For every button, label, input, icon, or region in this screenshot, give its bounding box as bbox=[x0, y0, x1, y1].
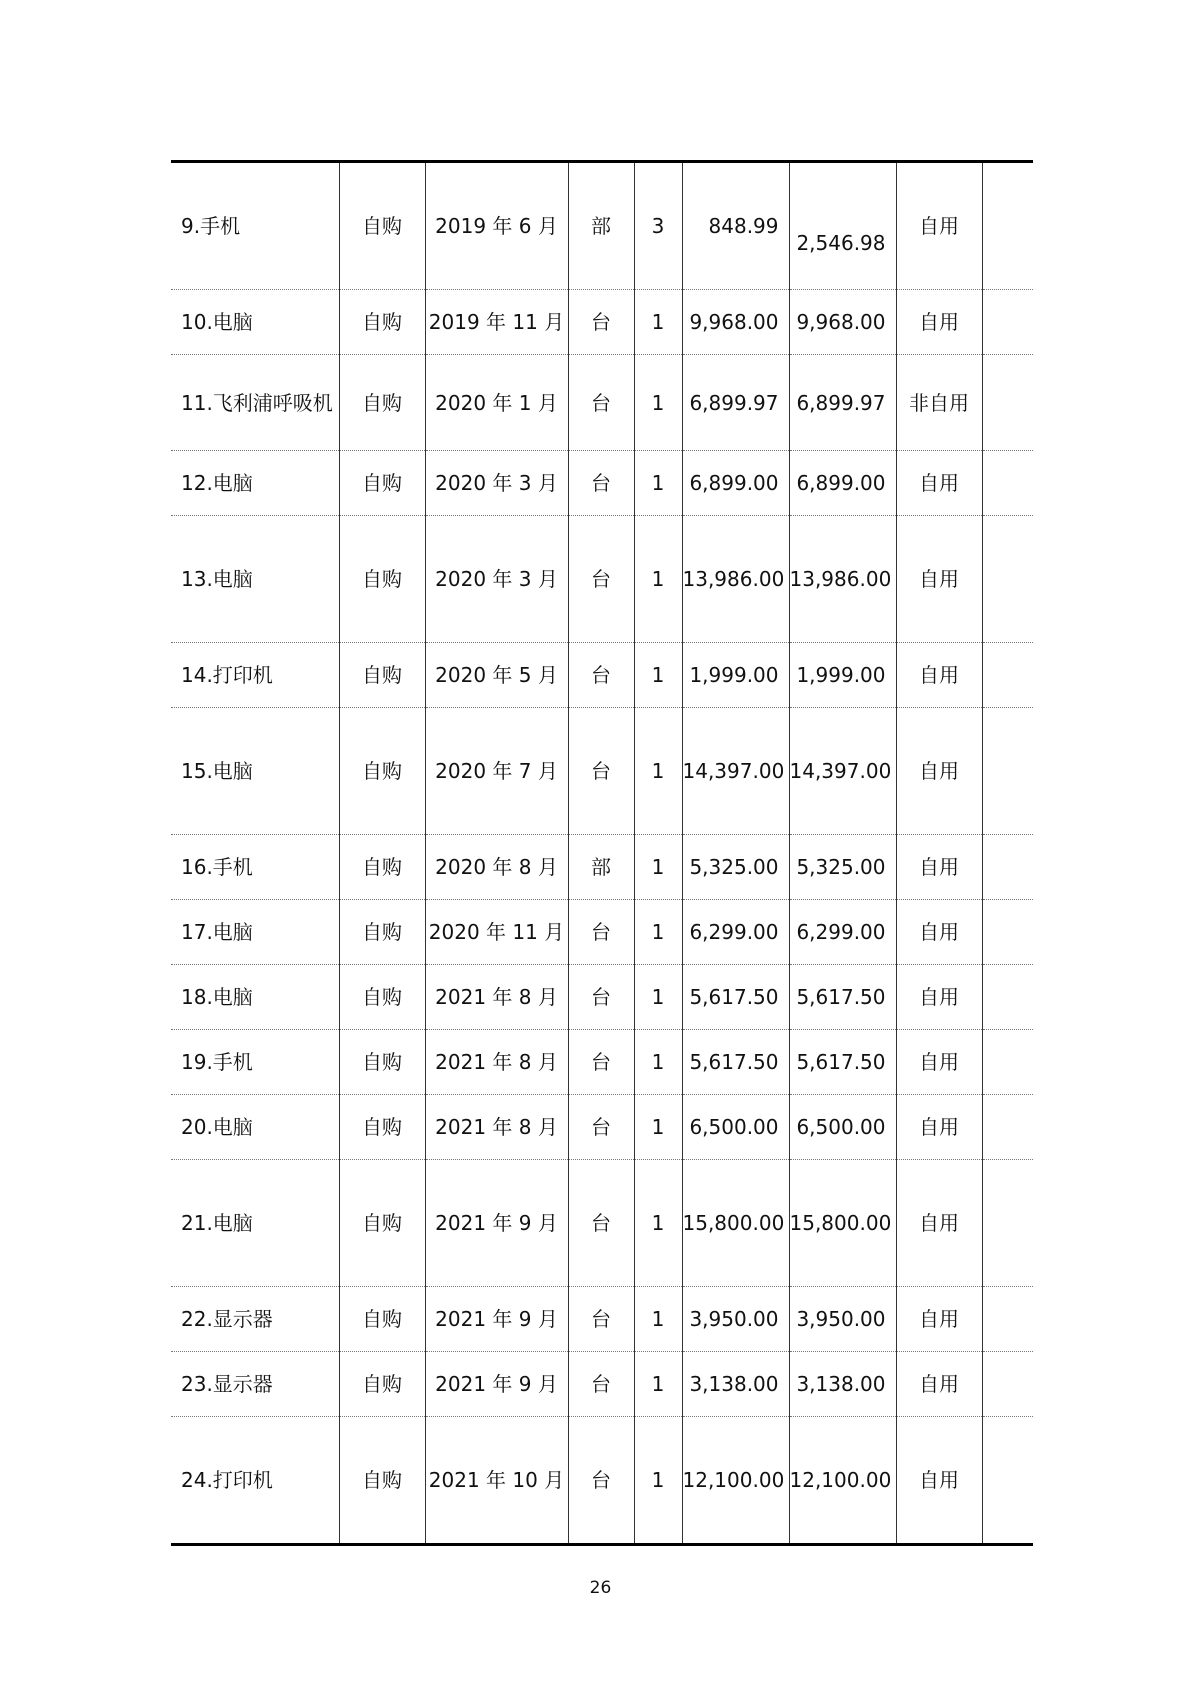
total-price-value: 15,800.00 bbox=[789, 1210, 892, 1235]
unit-cell: 台 bbox=[568, 965, 634, 1030]
usage-cell: 自用 bbox=[896, 1417, 982, 1545]
item-name-cell: 17.电脑 bbox=[171, 900, 339, 965]
quantity-cell: 1 bbox=[634, 1287, 682, 1352]
total-price-cell: 6,299.00 bbox=[789, 900, 896, 965]
unit-cell: 台 bbox=[568, 1095, 634, 1160]
blank-cell bbox=[982, 1030, 1033, 1095]
table-row bbox=[171, 355, 1033, 451]
date-cell: 2020 年 7 月 bbox=[425, 708, 568, 835]
unit-cell: 台 bbox=[568, 643, 634, 708]
blank-cell bbox=[982, 516, 1033, 643]
item-name-cell: 18.电脑 bbox=[171, 965, 339, 1030]
date-cell: 2021 年 10 月 bbox=[425, 1417, 568, 1545]
item-name-cell: 24.打印机 bbox=[171, 1417, 339, 1545]
blank-cell bbox=[982, 1160, 1033, 1287]
unit-price-cell: 1,999.00 bbox=[682, 643, 789, 708]
item-name-cell: 11.飞利浦呼吸机 bbox=[171, 355, 339, 451]
total-price-cell: 1,999.00 bbox=[789, 643, 896, 708]
unit-price-cell: 6,899.00 bbox=[682, 451, 789, 516]
unit-cell: 部 bbox=[568, 835, 634, 900]
total-price-cell bbox=[789, 1160, 896, 1287]
usage-cell: 自用 bbox=[896, 835, 982, 900]
usage-cell: 自用 bbox=[896, 965, 982, 1030]
blank-cell bbox=[982, 965, 1033, 1030]
unit-cell: 部 bbox=[568, 162, 634, 290]
blank-cell bbox=[982, 708, 1033, 835]
date-cell: 2020 年 3 月 bbox=[425, 516, 568, 643]
acquisition-method-cell: 自购 bbox=[339, 900, 425, 965]
acquisition-method-cell: 自购 bbox=[339, 1287, 425, 1352]
unit-price-value: 12,100.00 bbox=[682, 1467, 785, 1492]
quantity-cell: 1 bbox=[634, 900, 682, 965]
date-cell: 2021 年 9 月 bbox=[425, 1160, 568, 1287]
unit-cell: 台 bbox=[568, 1417, 634, 1545]
quantity-cell: 1 bbox=[634, 1030, 682, 1095]
acquisition-method-cell: 自购 bbox=[339, 1030, 425, 1095]
quantity-cell: 1 bbox=[634, 965, 682, 1030]
usage-cell: 自用 bbox=[896, 1030, 982, 1095]
date-cell: 2020 年 5 月 bbox=[425, 643, 568, 708]
unit-cell: 台 bbox=[568, 708, 634, 835]
table-row bbox=[171, 1287, 1033, 1352]
total-price-value: 2,546.98 bbox=[796, 231, 886, 255]
usage-cell: 自用 bbox=[896, 1095, 982, 1160]
unit-price-cell: 848.99 bbox=[682, 162, 789, 290]
blank-cell bbox=[982, 1417, 1033, 1545]
acquisition-method-cell: 自购 bbox=[339, 516, 425, 643]
quantity-cell: 1 bbox=[634, 1095, 682, 1160]
item-name-cell: 15.电脑 bbox=[171, 708, 339, 835]
blank-cell bbox=[982, 900, 1033, 965]
quantity-cell: 1 bbox=[634, 1417, 682, 1545]
blank-cell bbox=[982, 451, 1033, 516]
table-row bbox=[171, 965, 1033, 1030]
acquisition-method-cell: 自购 bbox=[339, 1417, 425, 1545]
usage-cell: 自用 bbox=[896, 900, 982, 965]
item-name-cell: 20.电脑 bbox=[171, 1095, 339, 1160]
total-price-value: 13,986.00 bbox=[789, 566, 892, 591]
unit-price-value: 14,397.00 bbox=[682, 758, 785, 783]
unit-cell: 台 bbox=[568, 1160, 634, 1287]
item-name-cell: 23.显示器 bbox=[171, 1352, 339, 1417]
page-number: 26 bbox=[589, 1578, 612, 1598]
unit-cell: 台 bbox=[568, 900, 634, 965]
total-price-cell: 3,138.00 bbox=[789, 1352, 896, 1417]
date-cell: 2021 年 8 月 bbox=[425, 1030, 568, 1095]
acquisition-method-cell: 自购 bbox=[339, 355, 425, 451]
blank-cell bbox=[982, 835, 1033, 900]
usage-cell: 自用 bbox=[896, 516, 982, 643]
unit-cell: 台 bbox=[568, 1352, 634, 1417]
unit-price-cell bbox=[682, 1160, 789, 1287]
usage-cell: 自用 bbox=[896, 643, 982, 708]
blank-cell bbox=[982, 355, 1033, 451]
unit-price-cell: 5,617.50 bbox=[682, 1030, 789, 1095]
table-row bbox=[171, 643, 1033, 708]
acquisition-method-cell: 自购 bbox=[339, 290, 425, 355]
table-row bbox=[171, 1160, 1033, 1287]
total-price-cell bbox=[789, 516, 896, 643]
quantity-cell: 1 bbox=[634, 708, 682, 835]
total-price-cell: 3,950.00 bbox=[789, 1287, 896, 1352]
blank-cell bbox=[982, 290, 1033, 355]
unit-price-cell bbox=[682, 708, 789, 835]
table-row bbox=[171, 1352, 1033, 1417]
table-row bbox=[171, 162, 1033, 290]
usage-cell: 自用 bbox=[896, 1287, 982, 1352]
item-name-cell: 10.电脑 bbox=[171, 290, 339, 355]
acquisition-method-cell: 自购 bbox=[339, 835, 425, 900]
item-name-cell: 9.手机 bbox=[171, 162, 339, 290]
date-cell: 2020 年 8 月 bbox=[425, 835, 568, 900]
acquisition-method-cell: 自购 bbox=[339, 1160, 425, 1287]
table-row bbox=[171, 835, 1033, 900]
table-row bbox=[171, 290, 1033, 355]
unit-price-cell: 6,500.00 bbox=[682, 1095, 789, 1160]
unit-price-cell: 5,617.50 bbox=[682, 965, 789, 1030]
usage-cell: 自用 bbox=[896, 708, 982, 835]
total-price-cell: 6,899.97 bbox=[789, 355, 896, 451]
total-price-cell bbox=[789, 162, 896, 290]
usage-cell: 自用 bbox=[896, 290, 982, 355]
item-name-cell: 19.手机 bbox=[171, 1030, 339, 1095]
unit-price-cell: 3,138.00 bbox=[682, 1352, 789, 1417]
unit-price-cell bbox=[682, 516, 789, 643]
unit-cell: 台 bbox=[568, 1287, 634, 1352]
total-price-cell: 5,617.50 bbox=[789, 965, 896, 1030]
table-row bbox=[171, 1095, 1033, 1160]
quantity-cell: 1 bbox=[634, 1352, 682, 1417]
item-name-cell: 21.电脑 bbox=[171, 1160, 339, 1287]
acquisition-method-cell: 自购 bbox=[339, 451, 425, 516]
quantity-cell: 1 bbox=[634, 1160, 682, 1287]
quantity-cell: 1 bbox=[634, 516, 682, 643]
table-row bbox=[171, 1030, 1033, 1095]
unit-price-value: 15,800.00 bbox=[682, 1210, 785, 1235]
table-row bbox=[171, 900, 1033, 965]
unit-price-cell: 5,325.00 bbox=[682, 835, 789, 900]
acquisition-method-cell: 自购 bbox=[339, 708, 425, 835]
table-row bbox=[171, 516, 1033, 643]
total-price-value: 14,397.00 bbox=[789, 758, 892, 783]
date-cell: 2020 年 11 月 bbox=[425, 900, 568, 965]
table-row bbox=[171, 1417, 1033, 1545]
total-price-cell: 5,617.50 bbox=[789, 1030, 896, 1095]
item-name-cell: 13.电脑 bbox=[171, 516, 339, 643]
date-cell: 2020 年 1 月 bbox=[425, 355, 568, 451]
total-price-cell: 5,325.00 bbox=[789, 835, 896, 900]
total-price-cell: 6,899.00 bbox=[789, 451, 896, 516]
item-name-cell: 22.显示器 bbox=[171, 1287, 339, 1352]
unit-price-cell: 3,950.00 bbox=[682, 1287, 789, 1352]
blank-cell bbox=[982, 1287, 1033, 1352]
date-cell: 2021 年 8 月 bbox=[425, 1095, 568, 1160]
quantity-cell: 1 bbox=[634, 643, 682, 708]
acquisition-method-cell: 自购 bbox=[339, 965, 425, 1030]
acquisition-method-cell: 自购 bbox=[339, 162, 425, 290]
quantity-cell: 1 bbox=[634, 355, 682, 451]
quantity-cell: 3 bbox=[634, 162, 682, 290]
unit-cell: 台 bbox=[568, 1030, 634, 1095]
quantity-cell: 1 bbox=[634, 451, 682, 516]
date-cell: 2019 年 6 月 bbox=[425, 162, 568, 290]
date-cell: 2020 年 3 月 bbox=[425, 451, 568, 516]
usage-cell: 非自用 bbox=[896, 355, 982, 451]
quantity-cell: 1 bbox=[634, 290, 682, 355]
acquisition-method-cell: 自购 bbox=[339, 1352, 425, 1417]
date-cell: 2021 年 9 月 bbox=[425, 1352, 568, 1417]
unit-price-cell: 6,299.00 bbox=[682, 900, 789, 965]
acquisition-method-cell: 自购 bbox=[339, 643, 425, 708]
usage-cell: 自用 bbox=[896, 1160, 982, 1287]
total-price-cell: 9,968.00 bbox=[789, 290, 896, 355]
table-row bbox=[171, 451, 1033, 516]
table-row bbox=[171, 708, 1033, 835]
date-cell: 2021 年 8 月 bbox=[425, 965, 568, 1030]
item-name-cell: 14.打印机 bbox=[171, 643, 339, 708]
unit-cell: 台 bbox=[568, 451, 634, 516]
total-price-cell bbox=[789, 1417, 896, 1545]
unit-cell: 台 bbox=[568, 290, 634, 355]
usage-cell: 自用 bbox=[896, 162, 982, 290]
asset-table bbox=[171, 160, 1033, 1546]
item-name-cell: 12.电脑 bbox=[171, 451, 339, 516]
total-price-cell bbox=[789, 708, 896, 835]
unit-price-cell bbox=[682, 1417, 789, 1545]
usage-cell: 自用 bbox=[896, 451, 982, 516]
blank-cell bbox=[982, 1095, 1033, 1160]
acquisition-method-cell: 自购 bbox=[339, 1095, 425, 1160]
total-price-cell: 6,500.00 bbox=[789, 1095, 896, 1160]
date-cell: 2019 年 11 月 bbox=[425, 290, 568, 355]
usage-cell: 自用 bbox=[896, 1352, 982, 1417]
date-cell: 2021 年 9 月 bbox=[425, 1287, 568, 1352]
unit-cell: 台 bbox=[568, 355, 634, 451]
blank-cell bbox=[982, 1352, 1033, 1417]
blank-cell bbox=[982, 162, 1033, 290]
unit-price-value: 13,986.00 bbox=[682, 566, 785, 591]
unit-price-cell: 6,899.97 bbox=[682, 355, 789, 451]
unit-price-cell: 9,968.00 bbox=[682, 290, 789, 355]
unit-cell: 台 bbox=[568, 516, 634, 643]
quantity-cell: 1 bbox=[634, 835, 682, 900]
item-name-cell: 16.手机 bbox=[171, 835, 339, 900]
total-price-value: 12,100.00 bbox=[789, 1467, 892, 1492]
blank-cell bbox=[982, 643, 1033, 708]
